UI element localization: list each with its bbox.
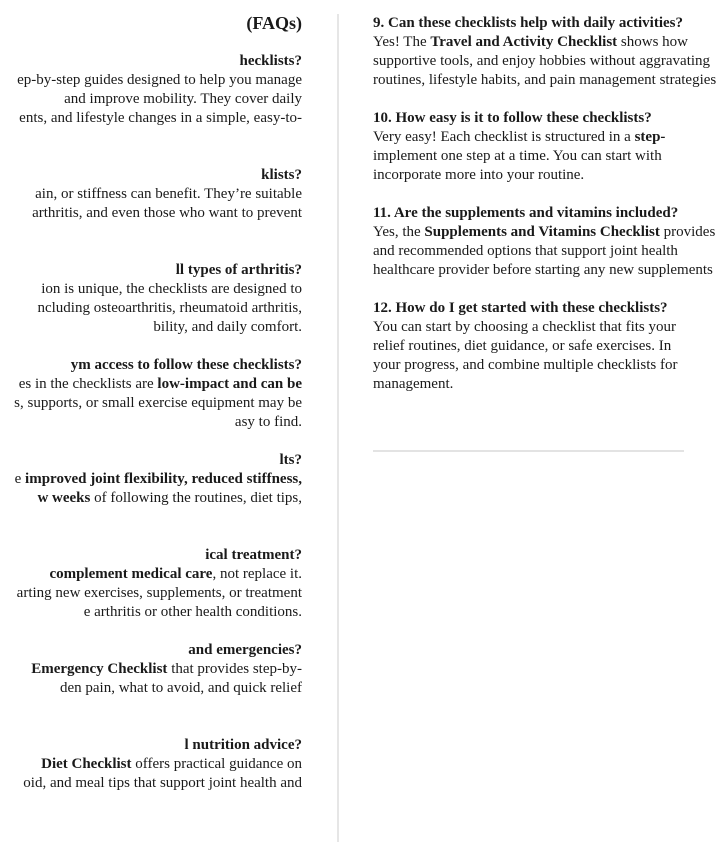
line-text: management.: [373, 376, 454, 392]
faq-question: [280, 451, 303, 470]
line-text: ll types of arthritis?: [175, 262, 302, 278]
faq-section-title: (FAQs): [246, 13, 302, 33]
line-text: lts?: [279, 452, 302, 468]
line-text: Very easy! Each checklist is structured in a: [373, 129, 635, 145]
line-text: e arthritis or other health conditions.: [83, 604, 302, 620]
faq-answer-line: [64, 90, 302, 109]
faq-question: [176, 261, 302, 280]
bold-text: Emergency Checklist: [31, 661, 168, 677]
line-text: offers practical guidance on: [131, 756, 302, 772]
faq-question: [261, 166, 302, 185]
faq-question: 9. Can these checklists help with daily activities?: [373, 15, 683, 31]
bold-text: Travel and Activity Checklist: [430, 34, 618, 50]
faq-answer-line: [37, 489, 302, 508]
line-text: routines, lifestyle habits, and pain management strategies: [373, 72, 716, 88]
faq-question: [71, 356, 302, 375]
line-text: healthcare provider before starting any new supplements: [373, 262, 713, 278]
line-text: den pain, what to avoid, and quick relief: [59, 680, 302, 696]
line-text: ym access to follow these checklists?: [70, 357, 302, 373]
faq-answer-line: [373, 52, 710, 71]
faq-answer-line: [373, 223, 715, 242]
line-text: asy to find.: [234, 414, 302, 430]
line-text: s, supports, or small exercise equipment may be: [14, 395, 302, 411]
faq-answer-line: [37, 299, 302, 318]
faq-answer-line: [373, 356, 678, 375]
faq-question: [205, 546, 302, 565]
line-text: ical treatment?: [205, 547, 302, 563]
line-text: oid, and meal tips that support joint health and: [23, 775, 302, 791]
faq-answer-line: [373, 71, 716, 90]
faq-answer-line: [17, 71, 302, 90]
faq-answer-line: [373, 261, 713, 280]
line-text: and emergencies?: [188, 642, 302, 658]
line-text: shows how: [617, 34, 689, 50]
faq-answer-line: [31, 660, 302, 679]
line-text: implement one step at a time. You can start with: [373, 148, 662, 164]
faq-answer-line: [23, 774, 302, 793]
line-text: and recommended options that support joint health: [373, 243, 678, 259]
line-text: ain, or stiffness can benefit. They’re suitable: [35, 186, 302, 202]
line-text: your progress, and combine multiple checklists for: [373, 357, 678, 373]
faq-answer-line: [49, 565, 302, 584]
line-text: , not replace it.: [212, 566, 302, 582]
line-text: ep-by-step guides designed to help you manage: [17, 72, 302, 88]
faq-answer-line: [15, 470, 302, 489]
line-text: supportive tools, and enjoy hobbies without aggravating: [373, 53, 711, 69]
faq-answer-line: [373, 128, 665, 147]
line-text: es in the checklists are: [18, 376, 158, 392]
bold-text: w weeks: [37, 490, 91, 506]
faq-answer-line: [84, 603, 302, 622]
faq-question: [188, 641, 302, 660]
line-text: ents, and lifestyle changes in a simple, easy-to-: [19, 110, 302, 126]
line-text: relief routines, diet guidance, or safe exercises. In: [373, 338, 672, 354]
line-text: Yes! The: [373, 34, 431, 50]
line-text: hecklists?: [239, 53, 302, 69]
faq-answer-line: [373, 337, 671, 356]
bold-text: improved joint flexibility, reduced stiffness,: [25, 471, 302, 487]
line-text: provides: [659, 224, 716, 240]
faq-question: 10. How easy is it to follow these checklists?: [373, 110, 652, 126]
line-text: e: [14, 471, 26, 487]
faq-question: 12. How do I get started with these checklists?: [373, 300, 668, 316]
right-column: [339, 0, 716, 842]
faq-answer-line: [60, 679, 302, 698]
line-text: of following the routines, diet tips,: [90, 490, 302, 506]
faq-answer-line: [373, 33, 688, 52]
bold-text: Supplements and Vitamins Checklist: [424, 224, 660, 240]
left-column: [0, 0, 337, 842]
faq-answer-line: [17, 584, 302, 603]
faq-answer-line: [373, 242, 678, 261]
line-text: arting new exercises, supplements, or treatment: [16, 585, 302, 601]
faq-answer-line: [41, 755, 302, 774]
faq-answer-line: [235, 413, 302, 432]
line-text: that provides step-by-: [167, 661, 302, 677]
line-text: Yes, the: [373, 224, 425, 240]
bold-text: low-impact and can be: [157, 376, 302, 392]
faq-answer-line: [373, 318, 676, 337]
bold-text: complement medical care: [49, 566, 213, 582]
faq-question: [184, 736, 302, 755]
line-text: ion is unique, the checklists are designed to: [41, 281, 302, 297]
bold-text: Diet Checklist: [41, 756, 132, 772]
faq-answer-line: [153, 318, 302, 337]
line-text: You can start by choosing a checklist that fits your: [373, 319, 677, 335]
faq-answer-line: [41, 280, 302, 299]
line-text: and improve mobility. They cover daily: [64, 91, 302, 107]
horizontal-rule: [373, 450, 684, 452]
faq-answer-line: [19, 109, 302, 128]
faq-answer-line: [19, 375, 302, 394]
faq-answer-line: [32, 204, 302, 223]
bold-text: step-: [634, 129, 666, 145]
line-text: incorporate more into your routine.: [373, 167, 585, 183]
faq-question: 11. Are the supplements and vitamins included?: [373, 205, 679, 221]
faq-answer-line: [373, 166, 584, 185]
faq-answer-line: [373, 375, 453, 394]
line-text: klists?: [261, 167, 302, 183]
line-text: l nutrition advice?: [184, 737, 302, 753]
line-text: bility, and daily comfort.: [153, 319, 302, 335]
faq-answer-line: [373, 147, 662, 166]
faq-question: [239, 52, 302, 71]
line-text: ncluding osteoarthritis, rheumatoid arthritis,: [37, 300, 302, 316]
line-text: arthritis, and even those who want to prevent: [32, 205, 302, 221]
faq-answer-line: [14, 394, 302, 413]
faq-answer-line: [35, 185, 302, 204]
